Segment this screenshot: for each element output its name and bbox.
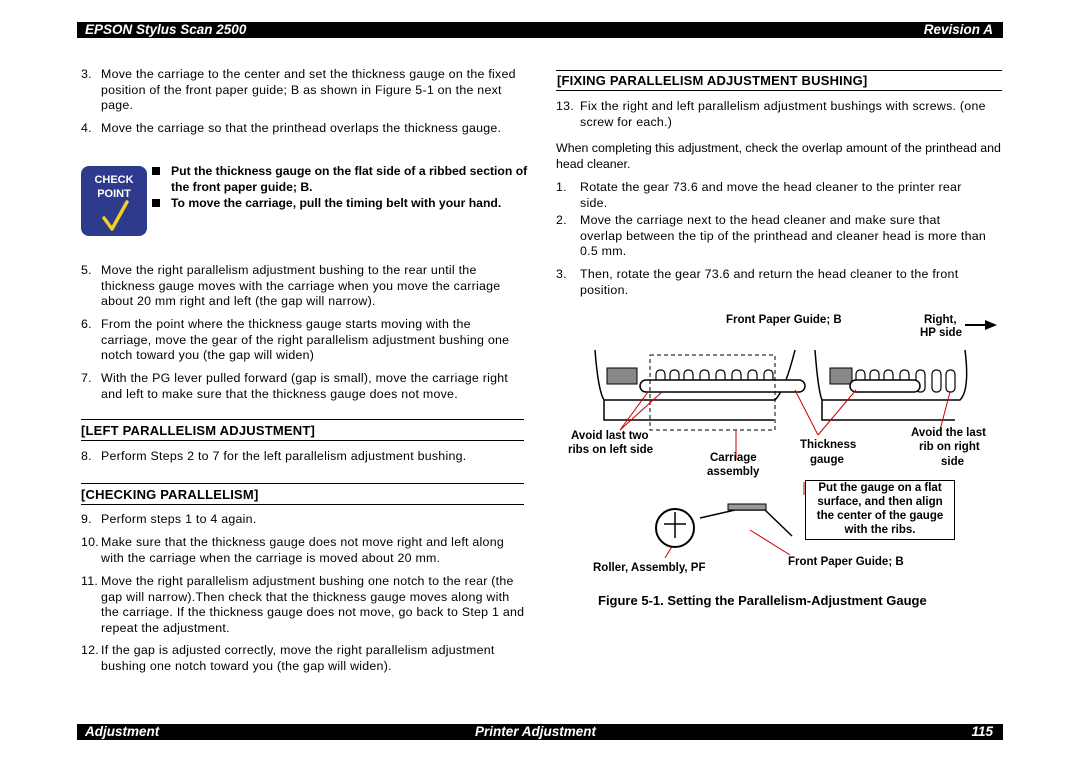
label-thickness: Thickness (800, 439, 857, 451)
gauge-note-box: Put the gauge on a flat surface, and then align the center of the gauge with the ribs. (805, 480, 955, 540)
figure-caption: Figure 5-1. Setting the Parallelism-Adjustment Gauge (598, 593, 927, 608)
label-ribs-left: ribs on left side (568, 444, 653, 456)
label-rib-right: rib on right (919, 441, 980, 453)
divider (81, 419, 524, 420)
step-7: 7. With the PG lever pulled forward (gap is small), move the carriage right and left to make sure that the thickness gauge does not move. (81, 371, 509, 401)
footer-chapter: Printer Adjustment (475, 724, 597, 739)
footer-section: Adjustment (85, 724, 160, 739)
divider (81, 483, 524, 484)
step-5: 5. Move the right parallelism adjustment bushing to the rear until the thickness gauge moves with the carriage when you move the carriage about 20 mm right and left (the gap will narrow). (81, 263, 501, 308)
check-point-icon: CHECK POINT (81, 166, 147, 236)
label-avoid-last-two: Avoid last two (571, 430, 649, 442)
bullet-square-icon (152, 199, 160, 207)
header-bar (77, 22, 1003, 38)
divider (556, 90, 1002, 91)
label-avoid-last: Avoid the last (911, 427, 986, 439)
step-13: 13. Fix the right and left parallelism adjustment bushings with screws. (one screw for each.) (556, 99, 986, 129)
check-point-bullet-2: To move the carriage, pull the timing belt with your hand. (152, 196, 537, 212)
label-roller-assembly: Roller, Assembly, PF (593, 562, 706, 574)
label-gauge: gauge (810, 454, 844, 466)
checking-parallelism-heading: [CHECKING PARALLELISM] (81, 487, 259, 502)
step-6: 6. From the point where the thickness gauge starts moving with the carriage, move the gear of the right parallelism adjustment bushing one notch toward you (the gap will widen) (81, 317, 510, 362)
check-point-bullet-1: Put the thickness gauge on the flat side of a ribbed section of the front paper guide; B. (152, 164, 532, 195)
checkmark-icon (101, 198, 129, 232)
completion-intro: When completing this adjustment, check the overlap amount of the printhead and head cleaner. (556, 141, 1001, 171)
substep-3: 3. Then, rotate the gear 73.6 and return the head cleaner to the front position. (556, 267, 959, 297)
roller-icon (656, 509, 694, 547)
left-parallelism-heading: [LEFT PARALLELISM ADJUSTMENT] (81, 423, 316, 438)
step-12: 12. If the gap is adjusted correctly, move the right parallelism adjustment bushing one notch toward you (the gap will widen). (81, 643, 495, 673)
header-title: EPSON Stylus Scan 2500 (85, 22, 247, 37)
step-10: 10. Make sure that the thickness gauge does not move right and left along with the carriage when the carriage is moved about 20 mm. (81, 535, 504, 565)
label-front-paper-guide-top: Front Paper Guide; B (726, 314, 842, 326)
label-assembly: assembly (707, 466, 760, 478)
label-front-paper-guide-bottom: Front Paper Guide; B (788, 556, 904, 568)
step-4: 4. Move the carriage so that the printhead overlaps the thickness gauge. (81, 121, 502, 135)
step-8: 8. Perform Steps 2 to 7 for the left parallelism adjustment bushing. (81, 449, 467, 463)
step-9: 9. Perform steps 1 to 4 again. (81, 512, 257, 526)
label-carriage: Carriage (710, 452, 757, 464)
step-11: 11. Move the right parallelism adjustment bushing one notch to the rear (the gap will narrow).Then check that the thickness gauge moves along with the carriage. If the thickness gauge does not move, go back to Step 1 and repeat the adjustment. (81, 574, 525, 635)
substep-2: 2. Move the carriage next to the head cleaner and make sure that overlap between the tip of the printhead and cleaner head is more than 0.5 mm. (556, 213, 987, 258)
label-side: side (941, 456, 965, 468)
header-revision: Revision A (923, 22, 993, 37)
fixing-parallelism-heading: [FIXING PARALLELISM ADJUSTMENT BUSHING] (557, 73, 868, 88)
substep-1: 1. Rotate the gear 73.6 and move the head cleaner to the printer rear side. (556, 180, 962, 210)
divider (556, 70, 1002, 71)
footer-bar (77, 724, 1003, 740)
label-hp-side: HP side (920, 327, 962, 339)
divider (81, 504, 524, 505)
divider (81, 440, 524, 441)
page-number: 115 (971, 724, 993, 739)
arrow-right-icon (965, 320, 997, 330)
bullet-square-icon (152, 167, 160, 175)
label-right: Right, (924, 314, 957, 326)
step-3: 3. Move the carriage to the center and set the thickness gauge on the fixed position of the front paper guide; B as shown in Figure 5-1 on the next page. (81, 67, 516, 112)
